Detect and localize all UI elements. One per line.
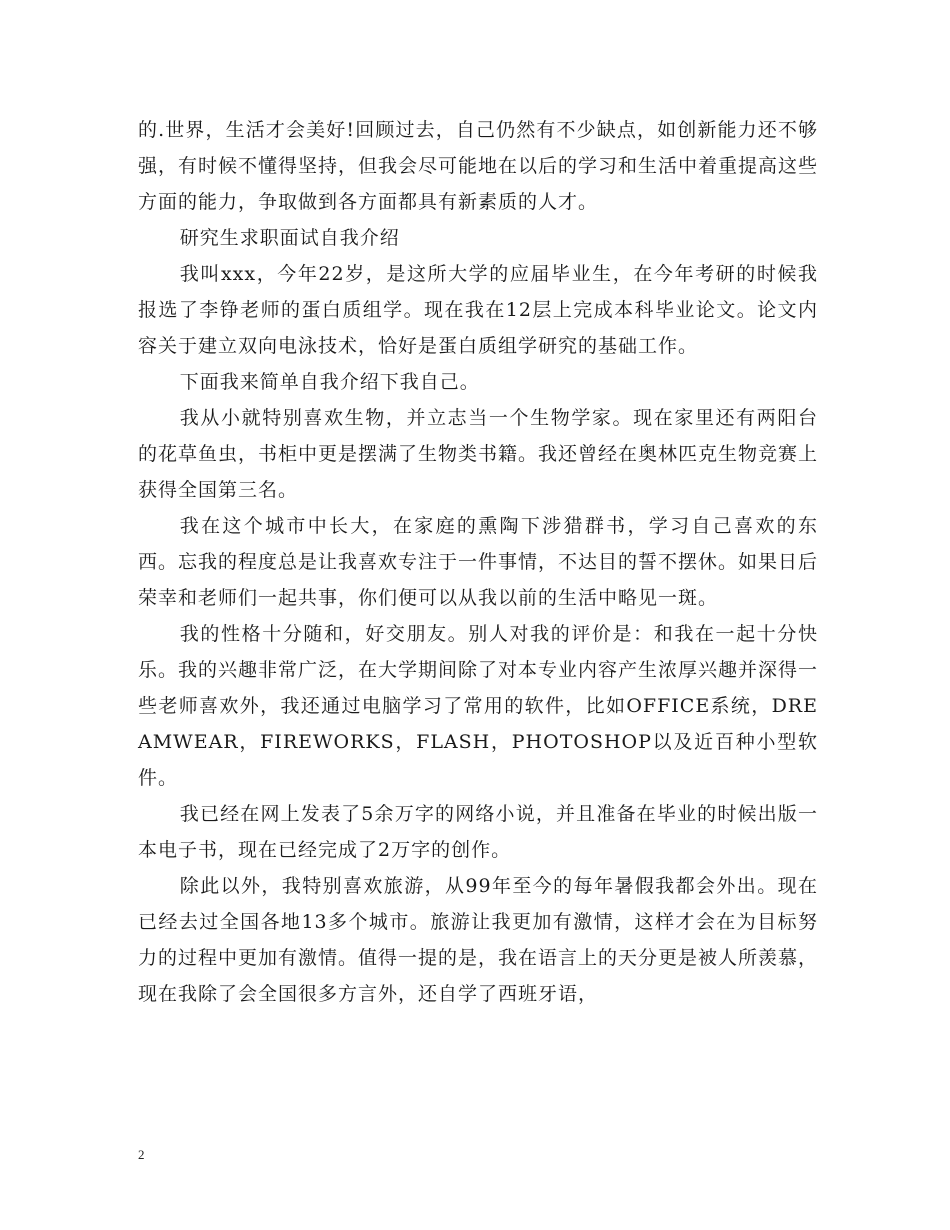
paragraph-continuation: 的.世界，生活才会美好!回顾过去，自己仍然有不少缺点，如创新能力还不够强，有时候不懂得坚持，但我会尽可能地在以后的学习和生活中着重提高这些方面的能力，争取做到各方面都具有新素质的人才。	[138, 119, 819, 213]
paragraph-self-intro: 下面我来简单自我介绍下我自己。	[179, 371, 480, 393]
paragraph-travel: 除此以外，我特别喜欢旅游，从99年至今的每年暑假我都会外出。现在已经去过全国各地13多个城市。旅游让我更加有激情，这样才会在为目标努力的过程中更加有激情。值得一提的是，我在语言上的天分更是被人所羡慕，现在我除了会全国很多方言外，还自学了西班牙语，	[138, 875, 819, 1005]
paragraph-novel: 我已经在网上发表了5余万字的网络小说，并且准备在毕业的时候出版一本电子书，现在已经完成了2万字的创作。	[138, 803, 818, 861]
document-body	[138, 112, 818, 1012]
section-heading: 研究生求职面试自我介绍	[179, 227, 400, 249]
paragraph-biology: 我从小就特别喜欢生物，并立志当一个生物学家。现在家里还有两阳台的花草鱼虫，书柜中更是摆满了生物类书籍。我还曾经在奥林匹克生物竞赛上获得全国第三名。	[138, 407, 819, 501]
paragraph-intro: 我叫xxx，今年22岁，是这所大学的应届毕业生，在今年考研的时候我报选了李铮老师的蛋白质组学。现在我在12层上完成本科毕业论文。论文内容关于建立双向电泳技术，恰好是蛋白质组学研究的基础工作。	[138, 263, 818, 357]
paragraph-city: 我在这个城市中长大，在家庭的熏陶下涉猎群书，学习自己喜欢的东西。忘我的程度总是让我喜欢专注于一件事情，不达目的誓不摆休。如果日后荣幸和老师们一起共事，你们便可以从我以前的生活中略见一斑。	[138, 515, 819, 609]
paragraph-personality: 我的性格十分随和，好交朋友。别人对我的评价是：和我在一起十分快乐。我的兴趣非常广泛，在大学期间除了对本专业内容产生浓厚兴趣并深得一些老师喜欢外，我还通过电脑学习了常用的软件，比如OFFICE系统，DREAMWEAR，FIREWORKS，FLASH，PHOTOSHOP以及近百种小型软件。	[138, 623, 819, 789]
page-number: 2	[138, 1147, 145, 1162]
